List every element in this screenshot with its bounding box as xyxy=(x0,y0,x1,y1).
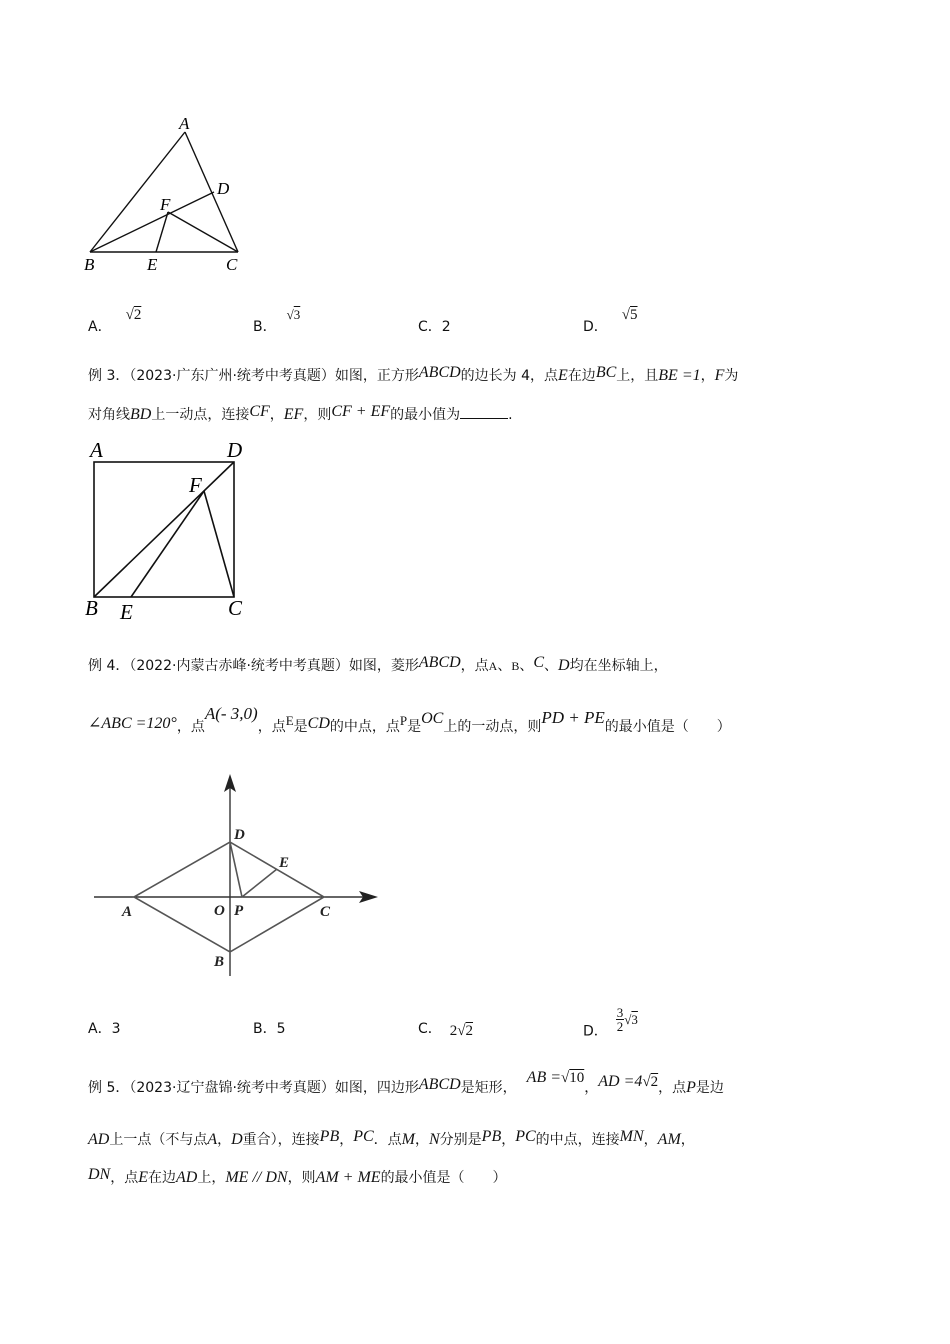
label-f: F xyxy=(189,473,202,497)
segment-bd xyxy=(90,192,214,252)
label-d: D xyxy=(234,827,245,843)
example-4-line-1: 例 4．（2022·内蒙古赤峰·统考中考真题）如图，菱形ABCD，点A、B、C、D均在坐标轴上， xyxy=(88,654,668,674)
option-d[interactable]: D．√5 xyxy=(583,307,638,335)
label-e: E xyxy=(279,855,290,871)
segment-pe xyxy=(242,869,277,897)
segment-dp xyxy=(230,842,242,897)
diagonal-bd xyxy=(94,462,234,597)
option-a[interactable]: A．3 xyxy=(88,1021,121,1037)
figure-rhombus-axes xyxy=(88,770,383,980)
option-a[interactable]: A．√2 xyxy=(88,307,142,335)
option-c[interactable]: C．2 xyxy=(418,319,451,335)
example-4-line-2: ∠ABC =120°，点A(- 3,0)，点E是CD的中点，点P是OC上的一动点，则PD + PE的最小值是（ ） xyxy=(88,704,731,735)
label-f: F xyxy=(160,195,171,214)
option-d[interactable]: D． $\frac{3}{2}$ √3 xyxy=(583,1005,638,1040)
label-b: B xyxy=(85,596,98,620)
label-d: D xyxy=(217,179,230,198)
segment-ac xyxy=(185,132,238,252)
figure-square-abcd xyxy=(80,432,255,624)
segment-fc xyxy=(204,491,234,597)
label-c: C xyxy=(226,255,238,274)
label-b: B xyxy=(84,255,95,274)
label-a: A xyxy=(90,438,103,462)
label-a: A xyxy=(179,114,190,133)
segment-ab xyxy=(90,132,185,252)
example-5-line-3: DN，点E在边AD上，ME // DN，则AM + ME的最小值是（ ） xyxy=(88,1166,507,1186)
label-d: D xyxy=(227,438,243,462)
figure-triangle-abc xyxy=(80,110,260,275)
label-b: B xyxy=(214,954,225,970)
example-5-line-2: AD上一点（不与点A，D重合），连接PB，PC．点M，N分别是PB，PC的中点，连接MN，AM， xyxy=(88,1128,695,1148)
label-c: C xyxy=(228,596,243,620)
label-e: E xyxy=(147,255,158,274)
example-5-line-1: 例 5．（2023·辽宁盘锦·统考中考真题）如图，四边形ABCD是矩形，AB =√10，AD =4√2，点P是边 xyxy=(88,1069,724,1096)
option-c[interactable]: C． 2√2 xyxy=(418,1021,474,1039)
example-3-line-1: 例 3．（2023·广东广州·统考中考真题）如图，正方形ABCD的边长为 4，点E在边BC上，且BE =1，F为 xyxy=(88,364,739,384)
label-o: O xyxy=(214,903,225,919)
label-e: E xyxy=(120,600,133,624)
example-3-line-2: 对角线BD上一动点，连接CF，EF，则CF + EF的最小值为 . xyxy=(88,403,513,423)
segment-fc xyxy=(168,212,238,252)
answer-blank[interactable] xyxy=(460,404,508,419)
option-b[interactable]: B．5 xyxy=(253,1021,286,1037)
label-c: C xyxy=(320,904,331,920)
label-p: P xyxy=(234,903,244,919)
segment-fe xyxy=(156,212,168,252)
label-a: A xyxy=(122,904,133,920)
option-b[interactable]: B．√3 xyxy=(253,307,301,335)
segment-fe xyxy=(131,491,204,597)
